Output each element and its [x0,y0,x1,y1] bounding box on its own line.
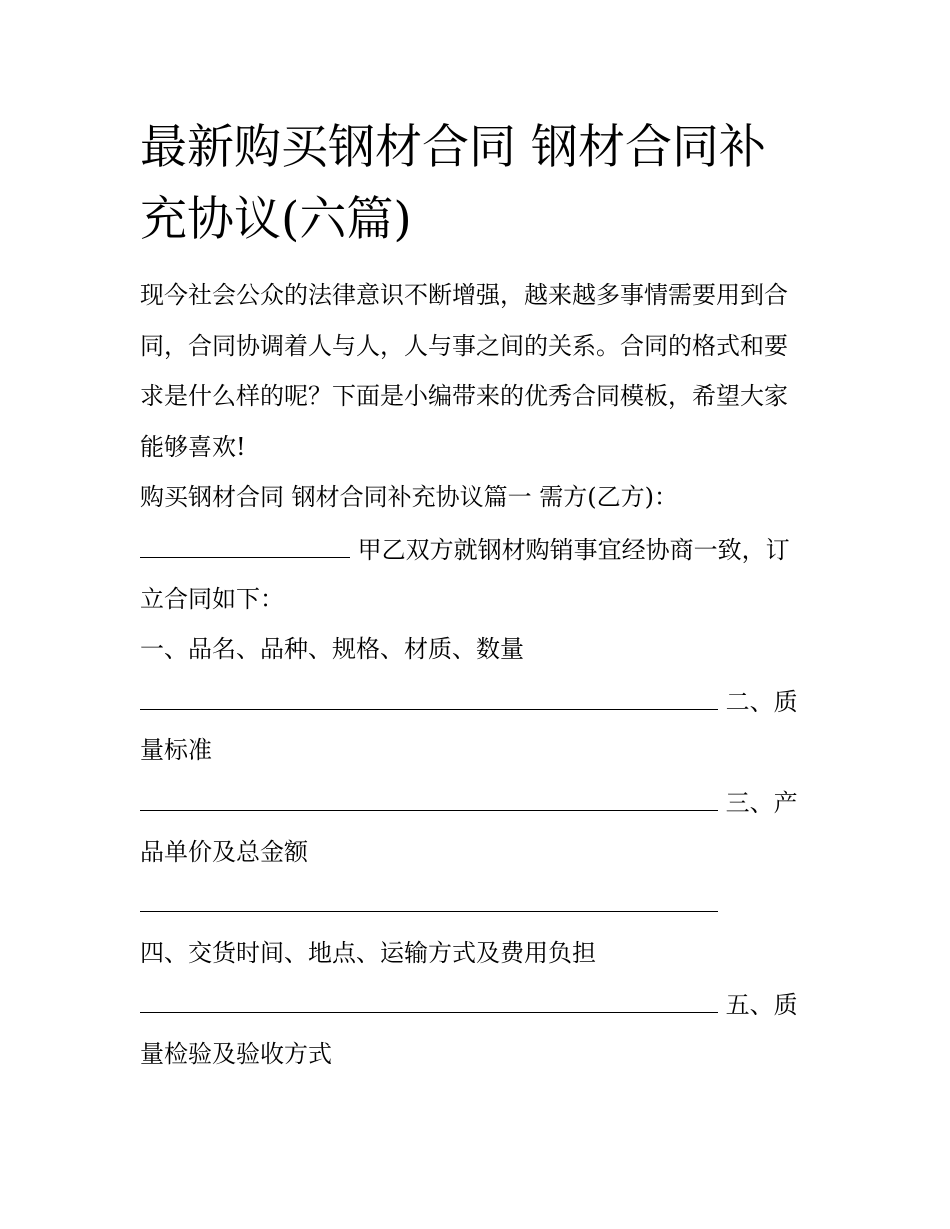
document-title [140,112,810,256]
agreement-line [140,523,810,574]
blank-line [140,523,350,558]
blank-line [140,978,718,1013]
item-3-cont-line: 品单价及总金额 [140,837,308,866]
document-body [140,270,810,1080]
item-5-cont-line: 量检验及验收方式 [140,1039,332,1068]
intro-line-4: 能够喜欢! [140,432,246,461]
intro-line-1: 现今社会公众的法律意识不断增强，越来越多事情需要用到合 [140,281,788,309]
item-3-text: 三、产 [718,788,798,817]
intro-line-3: 求是什么样的呢？下面是小编带来的优秀合同模板，希望大家 [140,382,788,411]
section-heading: 购买钢材合同 钢材合同补充协议篇一 需方(乙方)： [140,483,678,512]
item-5-text: 五、质 [718,991,798,1020]
item-4-line: 四、交货时间、地点、运输方式及费用负担 [140,938,596,967]
intro-line-2: 同，合同协调着人与人，人与事之间的关系。合同的格式和要 [140,331,788,360]
blank-line [140,776,718,811]
blank-only-line [140,877,810,928]
document-content [140,112,810,1080]
title-line-1: 最新购买钢材合同 钢材合同补 [140,120,766,175]
item-3-line [140,776,810,827]
title-line-2: 充协议(六篇) [140,192,412,247]
item-2-line [140,675,810,726]
item-2-cont-line: 量标准 [140,736,212,765]
item-5-line [140,978,810,1029]
blank-line [140,675,718,710]
blank-line [140,877,718,912]
item-2-text: 二、质 [718,687,798,716]
agreement-cont-line: 立合同如下： [140,584,284,613]
agreement-text: 甲乙双方就钢材购销事宜经协商一致，订 [350,535,790,564]
item-1-line: 一、品名、品种、规格、材质、数量 [140,635,524,664]
